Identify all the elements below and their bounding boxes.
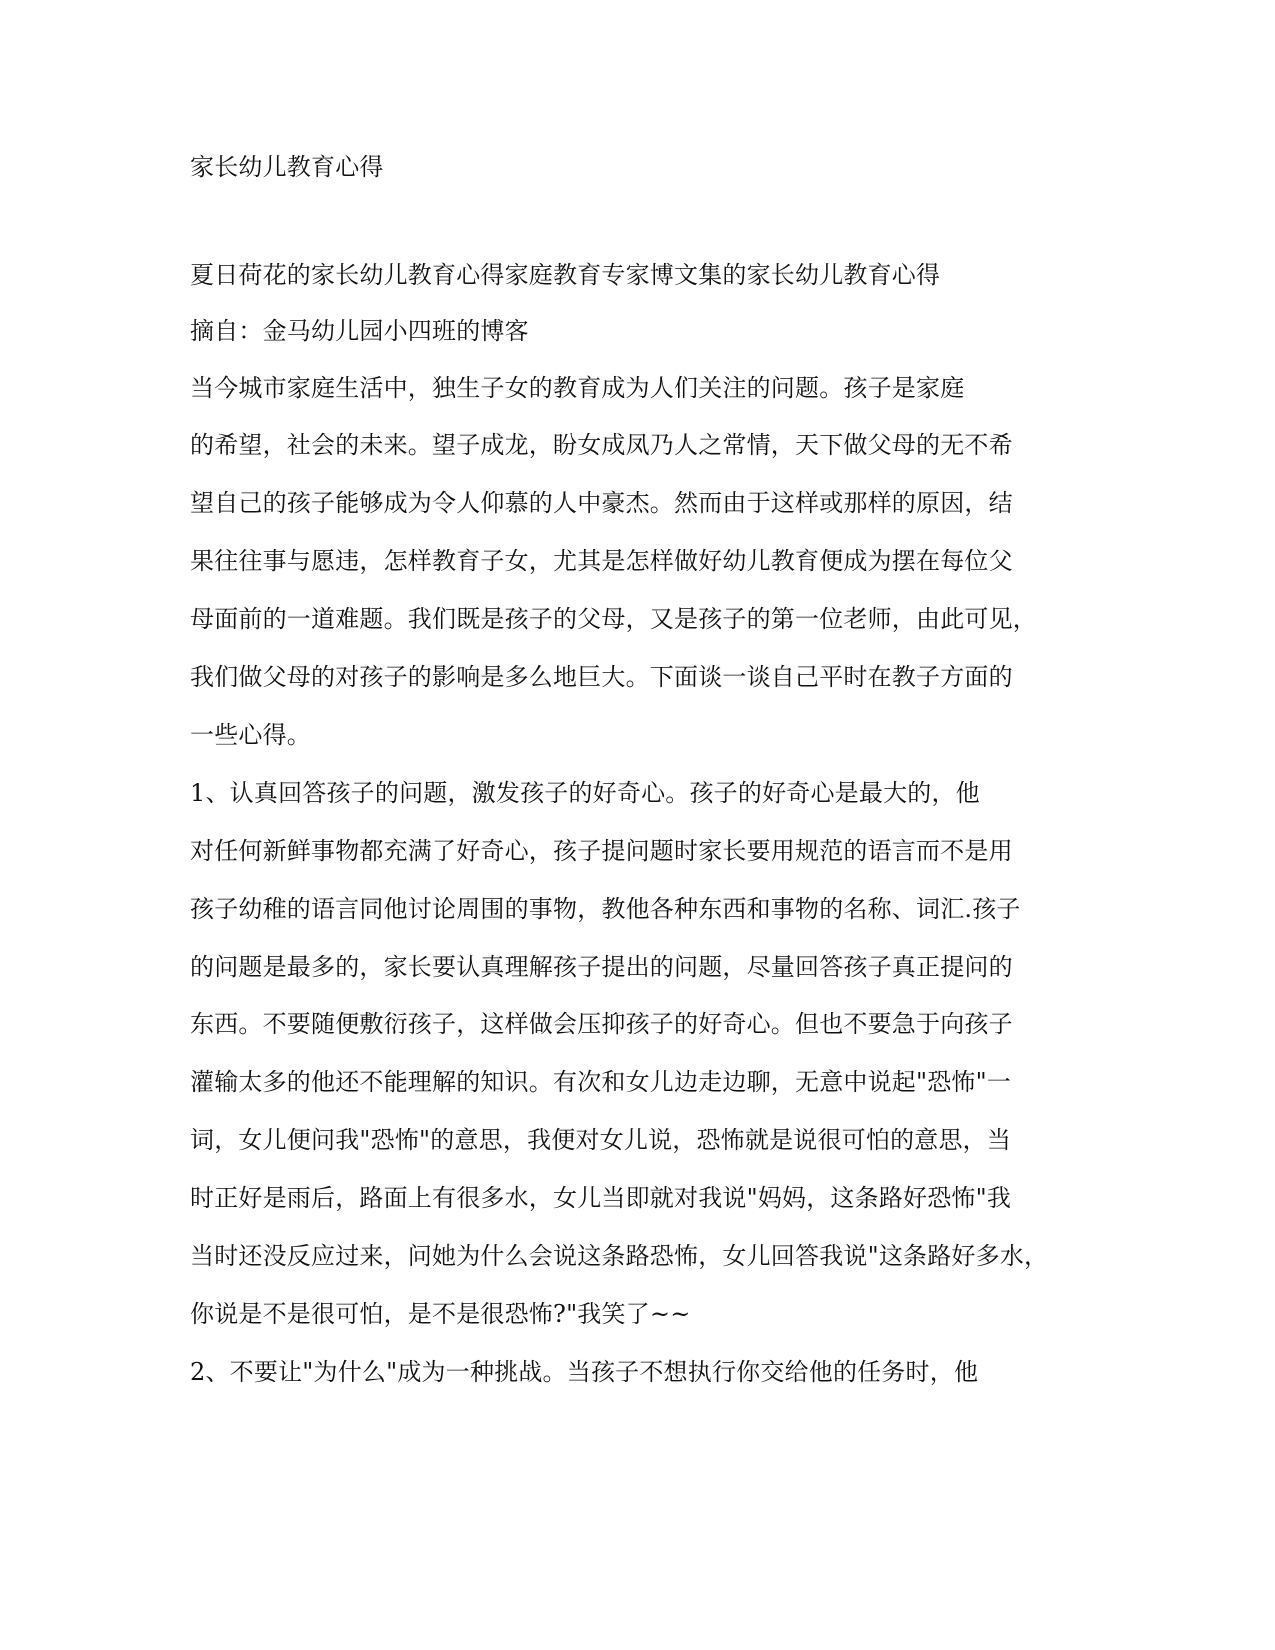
document-subtitle: 夏日荷花的家长幼儿教育心得家庭教育专家博文集的家长幼儿教育心得 <box>190 261 941 289</box>
body-line: 当今城市家庭生活中，独生子女的教育成为人们关注的问题。孩子是家庭 <box>190 374 965 402</box>
body-line: 灌输太多的他还不能理解的知识。有次和女儿边走边聊，无意中说起"恐怖"一 <box>190 1068 1012 1096</box>
body-line: 母面前的一道难题。我们既是孩子的父母，又是孩子的第一位老师，由此可见， <box>190 605 1037 633</box>
body-line: 一些心得。 <box>190 721 311 749</box>
body-line: 时正好是雨后，路面上有很多水，女儿当即就对我说"妈妈，这条路好恐怖"我 <box>190 1184 1012 1212</box>
body-line: 的问题是最多的，家长要认真理解孩子提出的问题，尽量回答孩子真正提问的 <box>190 953 1013 981</box>
body-line: 的希望，社会的未来。望子成龙，盼女成凤乃人之常情，天下做父母的无不希 <box>190 431 1013 459</box>
body-line: 词，女儿便问我"恐怖"的意思，我便对女儿说，恐怖就是说很可怕的意思，当 <box>190 1126 1012 1154</box>
body-line: 对任何新鲜事物都充满了好奇心，孩子提问题时家长要用规范的语言而不是用 <box>190 837 1013 865</box>
body-line: 当时还没反应过来，问她为什么会说这条路恐怖，女儿回答我说"这条路好多水， <box>190 1242 1049 1270</box>
body-line: 东西。不要随便敷衍孩子，这样做会压抑孩子的好奇心。但也不要急于向孩子 <box>190 1010 1013 1038</box>
body-line: 孩子幼稚的语言同他讨论周围的事物，教他各种东西和事物的名称、词汇.孩子 <box>190 895 1021 923</box>
body-line: 1、认真回答孩子的问题，激发孩子的好奇心。孩子的好奇心是最大的，他 <box>190 779 980 807</box>
body-line: 我们做父母的对孩子的影响是多么地巨大。下面谈一谈自己平时在教子方面的 <box>190 663 1013 691</box>
body-line: 2、不要让"为什么"成为一种挑战。当孩子不想执行你交给他的任务时，他 <box>190 1358 979 1386</box>
body-line: 望自己的孩子能够成为令人仰慕的人中豪杰。然而由于这样或那样的原因，结 <box>190 489 1013 517</box>
body-line: 果往往事与愿违，怎样教育子女，尤其是怎样做好幼儿教育便成为摆在每位父 <box>190 547 1013 575</box>
document-title: 家长幼儿教育心得 <box>190 153 384 181</box>
body-line: 你说是不是很可怕，是不是很恐怖?"我笑了~~ <box>190 1300 691 1328</box>
document-source: 摘自：金马幼儿园小四班的博客 <box>190 317 529 345</box>
